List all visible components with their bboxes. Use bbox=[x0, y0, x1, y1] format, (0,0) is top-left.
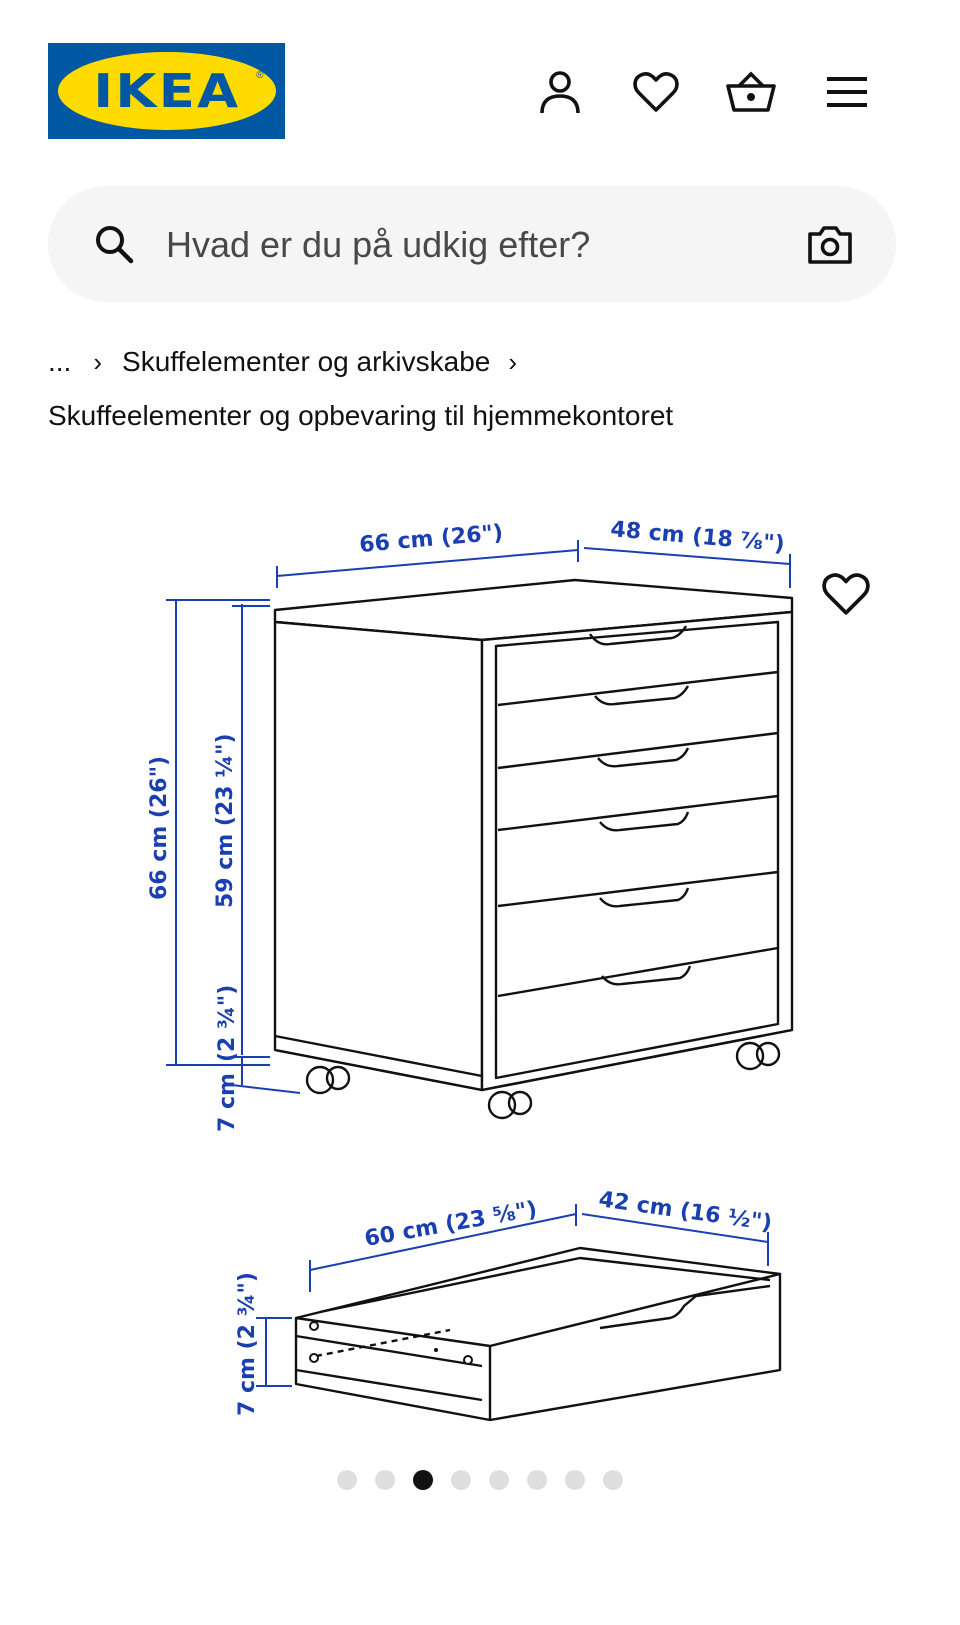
search-bar[interactable] bbox=[48, 186, 896, 302]
breadcrumb-ellipsis[interactable]: ... bbox=[48, 346, 72, 377]
page-subtitle: Skuffeelementer og opbevaring til hjemmekontoret bbox=[48, 400, 674, 431]
drawer-height-label: 7 cm (2 ¾") bbox=[235, 1272, 260, 1416]
drawer-depth-label: 42 cm (16 ½") bbox=[597, 1187, 774, 1237]
gallery-dot[interactable] bbox=[489, 1470, 509, 1490]
breadcrumb bbox=[48, 340, 517, 384]
cabinet-illustration bbox=[275, 580, 792, 1118]
search-icon[interactable] bbox=[92, 222, 136, 266]
caster-height-label: 7 cm bbox=[215, 1073, 240, 1132]
total-height-label: 66 cm (26") bbox=[147, 755, 172, 900]
cabinet-width-label: 66 cm (26") bbox=[358, 520, 505, 558]
gallery-dot[interactable] bbox=[375, 1470, 395, 1490]
registered-mark: ® bbox=[256, 70, 264, 81]
gallery-dot[interactable] bbox=[337, 1470, 357, 1490]
gallery-dot[interactable] bbox=[565, 1470, 585, 1490]
caster-height-imperial-label: (2 ¾") bbox=[215, 984, 240, 1062]
heart-icon[interactable] bbox=[630, 66, 682, 118]
ikea-logo[interactable] bbox=[48, 43, 285, 139]
drawer-width-label: 60 cm (23 ⅝") bbox=[362, 1196, 539, 1252]
product-dimension-image[interactable] bbox=[120, 500, 820, 1440]
gallery-dot[interactable] bbox=[451, 1470, 471, 1490]
logo-oval bbox=[58, 52, 276, 130]
gallery-dot[interactable] bbox=[603, 1470, 623, 1490]
basket-icon[interactable] bbox=[725, 66, 777, 118]
search-input[interactable] bbox=[164, 216, 788, 274]
gallery-pagination bbox=[0, 1470, 960, 1494]
favorite-heart-icon[interactable] bbox=[822, 572, 870, 620]
menu-icon[interactable] bbox=[821, 66, 873, 118]
gallery-dot[interactable] bbox=[527, 1470, 547, 1490]
chevron-right-icon: › bbox=[93, 346, 103, 377]
body-height-label: 59 cm (23 ¼") bbox=[213, 733, 238, 908]
gallery-dot[interactable] bbox=[413, 1470, 433, 1490]
logo-wordmark: IKEA bbox=[93, 64, 240, 118]
chevron-right-icon: › bbox=[508, 346, 518, 377]
breadcrumb-category[interactable]: Skuffelementer og arkivskabe bbox=[122, 346, 491, 377]
account-icon[interactable] bbox=[534, 66, 586, 118]
site-header bbox=[0, 0, 960, 170]
camera-icon[interactable] bbox=[806, 224, 854, 266]
drawer-illustration bbox=[296, 1248, 780, 1420]
cabinet-depth-label: 48 cm (18 ⅞") bbox=[609, 517, 786, 558]
